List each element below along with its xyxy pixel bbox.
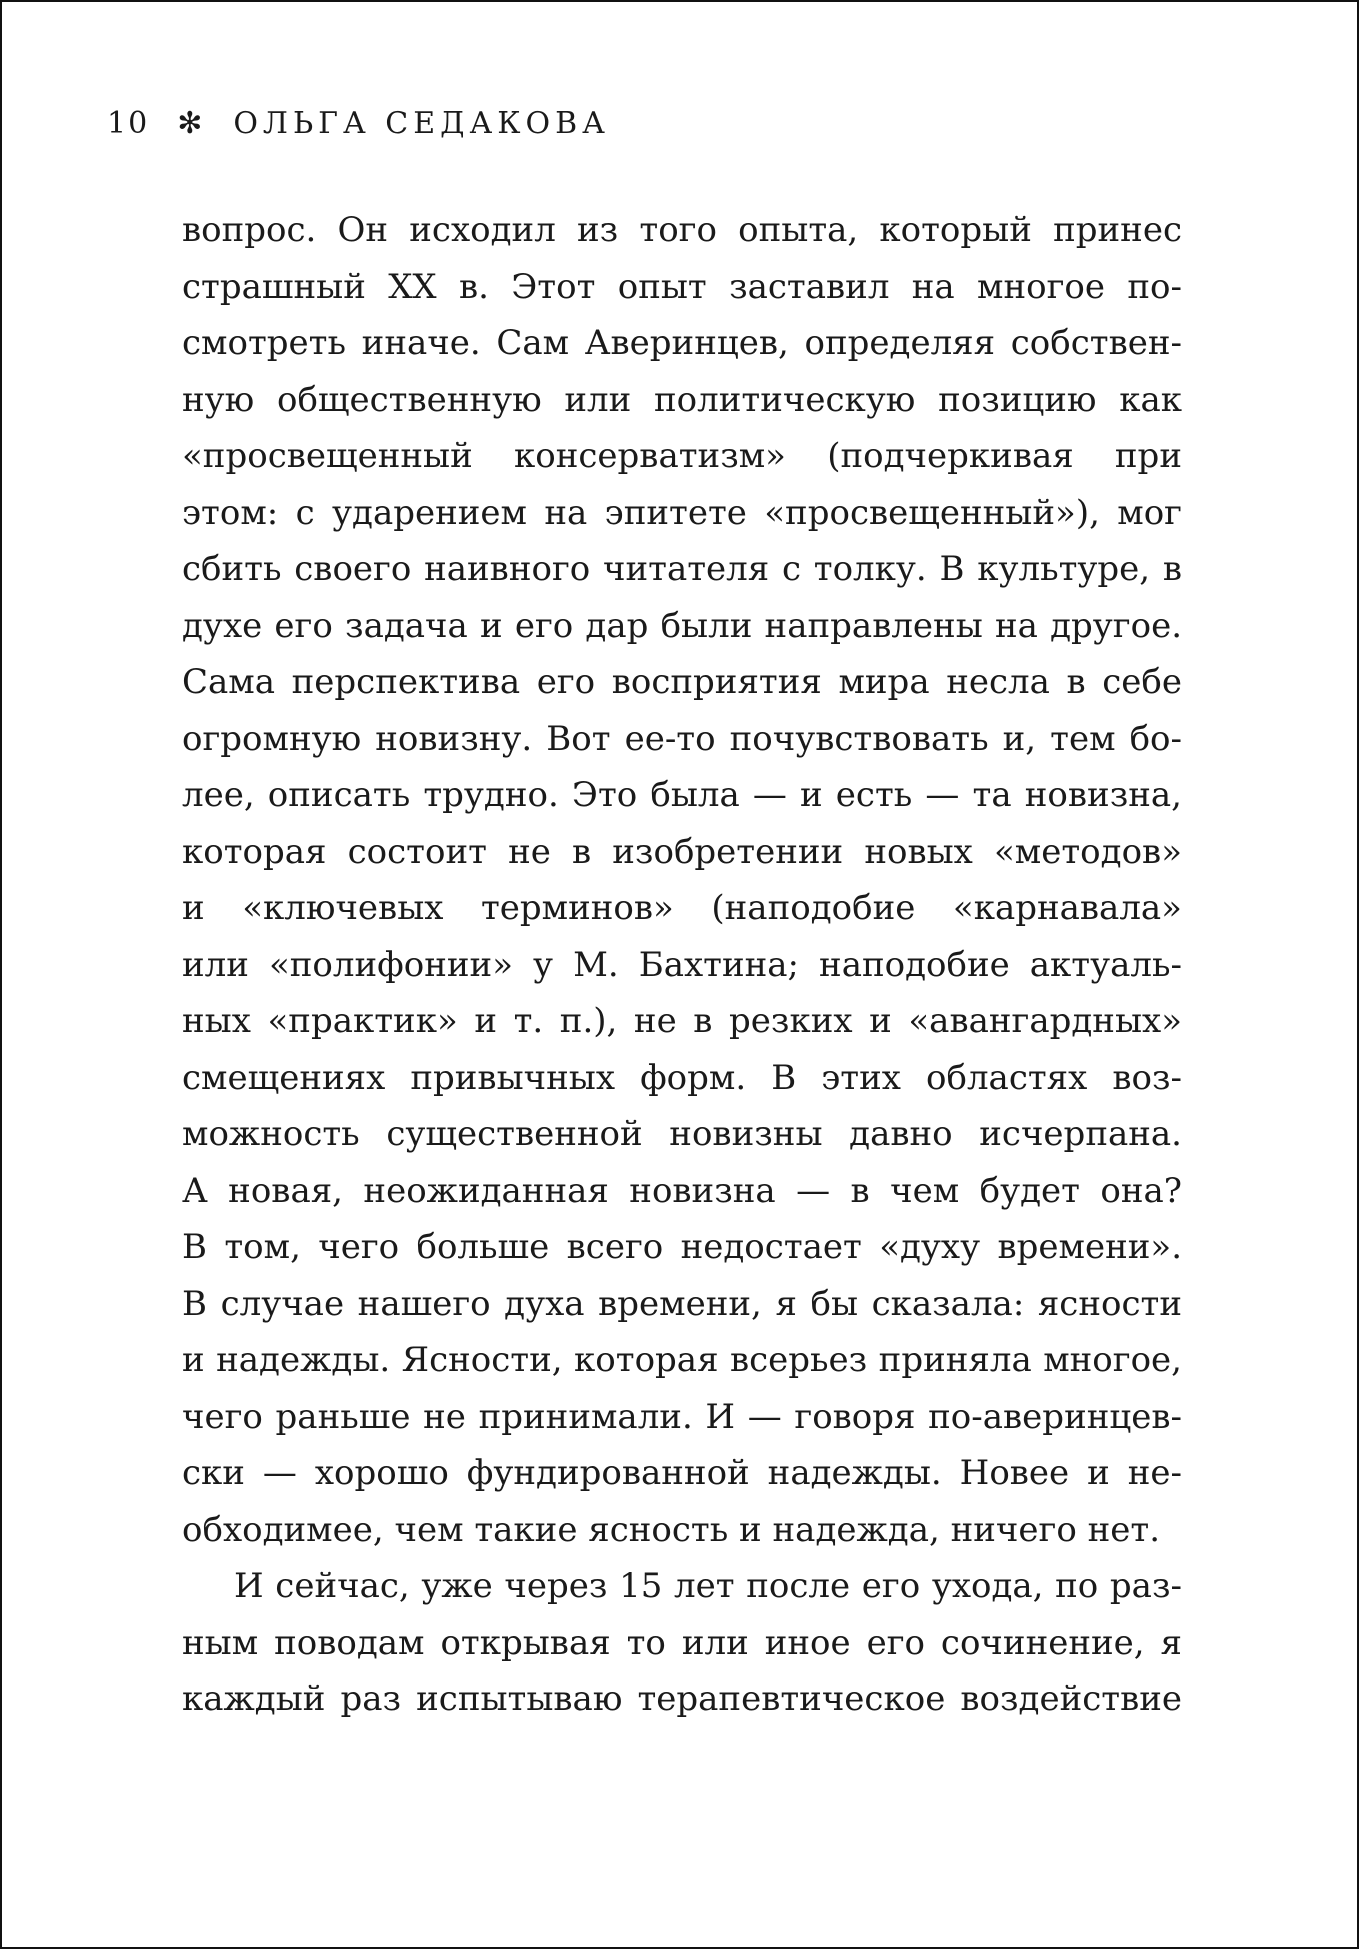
text-line: Сама перспектива его восприятия мира несла в себе: [182, 662, 1182, 702]
text-line: вопрос. Он исходил из того опыта, который принес: [182, 210, 1182, 250]
page-number: 10: [107, 105, 150, 141]
text-line: В случае нашего духа времени, я бы сказала: ясности: [182, 1283, 1182, 1324]
text-line: каждый раз испытываю терапевтическое воздействие: [182, 1679, 1182, 1719]
text-line: чего раньше не принимали. И — говоря по-аверинцев-: [182, 1396, 1182, 1437]
text-line: смещениях привычных форм. В этих областях воз-: [182, 1057, 1182, 1098]
text-line: ски — хорошо фундированной надежды. Новее и не-: [182, 1453, 1182, 1493]
text-line: страшный XX в. Этот опыт заставил на многое по-: [182, 266, 1182, 307]
text-line: огромную новизну. Вот ее-то почувствовать и, тем бо-: [182, 718, 1182, 759]
text-line: ных «практик» и т. п.), не в резких и «авангардных»: [182, 1001, 1182, 1041]
text-line: и надежды. Ясности, которая всерьез приняла многое,: [182, 1340, 1182, 1380]
text-line: которая состоит не в изобретении новых «методов»: [182, 831, 1182, 872]
text-line: этом: с ударением на эпитете «просвещенный»), мог: [182, 492, 1182, 533]
paragraph-end-line: обходимее, чем такие ясность и надежда, ничего нет.: [182, 1509, 1161, 1550]
text-line: лее, описать трудно. Это была — и есть — та новизна,: [182, 775, 1182, 815]
body-text: [182, 202, 1182, 1728]
text-line: духе его задача и его дар были направлены на другое.: [182, 605, 1182, 646]
paragraph-start-line: И сейчас, уже через 15 лет после его ухода, по раз-: [234, 1566, 1182, 1606]
asterisk-separator-icon: ✻: [177, 105, 208, 141]
text-line: или «полифонии» у М. Бахтина; наподобие актуаль-: [182, 944, 1182, 985]
text-line: и «ключевых терминов» (наподобие «карнавала»: [182, 888, 1182, 928]
text-line: «просвещенный консерватизм» (подчеркивая при: [182, 436, 1182, 476]
text-line: смотреть иначе. Сам Аверинцев, определяя собствен-: [182, 323, 1182, 363]
author-name: ОЛЬГА СЕДАКОВА: [233, 105, 610, 141]
text-line: ную общественную или политическую позицию как: [182, 379, 1182, 420]
text-line: А новая, неожиданная новизна — в чем будет она?: [182, 1170, 1182, 1211]
text-line: можность существенной новизны давно исчерпана.: [182, 1114, 1182, 1154]
text-line: ным поводам открывая то или иное его сочинение, я: [182, 1622, 1182, 1663]
text-line: В том, чего больше всего недостает «духу времени».: [182, 1227, 1182, 1267]
text-line: сбить своего наивного читателя с толку. В культуре, в: [182, 549, 1182, 589]
running-head: [107, 100, 610, 146]
